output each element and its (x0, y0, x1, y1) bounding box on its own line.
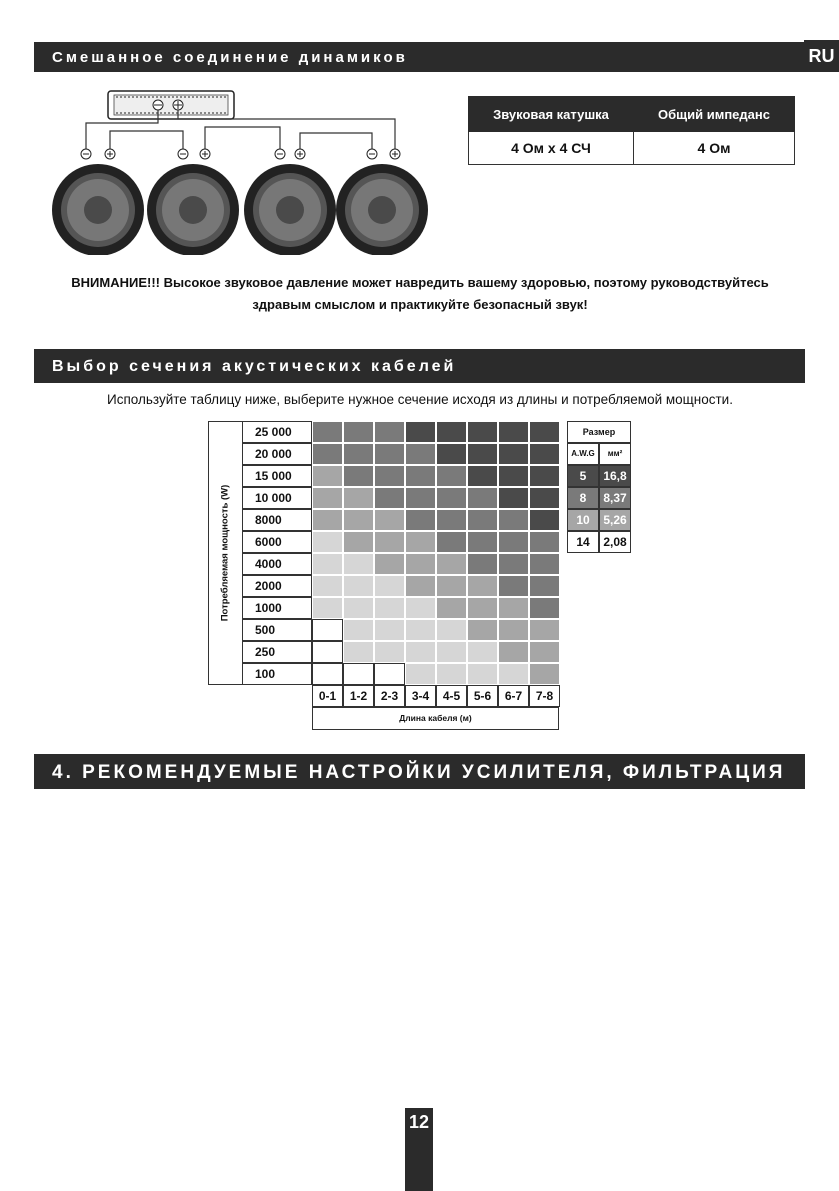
heatmap-cell (374, 509, 405, 531)
heatmap-cell (343, 575, 374, 597)
speaker-1-graphic (52, 149, 144, 255)
heatmap-cell (343, 465, 374, 487)
y-tick-label: 25 000 (242, 421, 312, 443)
heatmap-cell (436, 663, 467, 685)
section-header-amp-settings: 4. РЕКОМЕНДУЕМЫЕ НАСТРОЙКИ УСИЛИТЕЛЯ, ФИЛЬТРАЦИЯ (34, 754, 805, 789)
heatmap-cell (312, 443, 343, 465)
awg-value: 14 (567, 531, 599, 553)
section-header-mixed-connection: Смешанное соединение динамиков (34, 42, 805, 72)
heatmap-cell (405, 619, 436, 641)
heatmap-cell (343, 509, 374, 531)
heatmap-cell (374, 641, 405, 663)
heatmap-cell (529, 487, 560, 509)
heatmap-cell (343, 531, 374, 553)
heatmap-cell (343, 443, 374, 465)
heatmap-cell (374, 487, 405, 509)
x-tick-label: 7-8 (529, 685, 560, 707)
heatmap-cell (405, 443, 436, 465)
heatmap-cell (374, 443, 405, 465)
heatmap-cell (312, 465, 343, 487)
awg-value: 8 (567, 487, 599, 509)
heatmap-cell (374, 663, 405, 685)
x-tick-label: 0-1 (312, 685, 343, 707)
heatmap-cell (467, 487, 498, 509)
heatmap-cell (498, 619, 529, 641)
heatmap-cell (405, 487, 436, 509)
y-tick-label: 100 (242, 663, 312, 685)
heatmap-cell (436, 443, 467, 465)
heatmap-cell (405, 531, 436, 553)
heatmap-cell (498, 421, 529, 443)
heatmap-cell (374, 421, 405, 443)
heatmap-cell (312, 553, 343, 575)
mm2-value: 5,26 (599, 509, 631, 531)
impedance-header-coil: Звуковая катушка (469, 97, 634, 132)
heatmap-cell (405, 575, 436, 597)
heatmap-cell (312, 663, 343, 685)
awg-legend-row (567, 487, 631, 509)
heatmap-cell (405, 421, 436, 443)
awg-legend-row (567, 465, 631, 487)
mm2-value: 2,08 (599, 531, 631, 553)
heatmap-cell (405, 663, 436, 685)
heatmap-cell (498, 641, 529, 663)
heatmap-cell (343, 641, 374, 663)
language-badge: RU (804, 40, 839, 72)
heatmap-cell (312, 641, 343, 663)
heatmap-cell (529, 509, 560, 531)
section-header-cable-selection: Выбор сечения акустических кабелей (34, 349, 805, 383)
heatmap-cell (405, 509, 436, 531)
warning-line-1: ВНИМАНИЕ!!! Высокое звуковое давление может навредить вашему здоровью, поэтому руководствуйтесь (71, 275, 769, 290)
y-axis-label: Потребляемая мощность (W) (219, 484, 231, 622)
heatmap-cell (529, 663, 560, 685)
heatmap-cell (498, 553, 529, 575)
heatmap-cell (467, 641, 498, 663)
heatmap-cell (467, 553, 498, 575)
x-tick-label: 6-7 (498, 685, 529, 707)
heatmap-cell (498, 443, 529, 465)
y-tick-label: 20 000 (242, 443, 312, 465)
heatmap-cell (436, 553, 467, 575)
heatmap-cell (498, 487, 529, 509)
heatmap-cell (529, 531, 560, 553)
mm2-value: 16,8 (599, 465, 631, 487)
heatmap-cell (436, 465, 467, 487)
heatmap-cell (312, 531, 343, 553)
speaker-3-graphic (244, 149, 336, 255)
heatmap-cell (467, 443, 498, 465)
heatmap-cell (529, 553, 560, 575)
heatmap-cell (529, 641, 560, 663)
impedance-table (468, 96, 795, 165)
heatmap-cell (529, 443, 560, 465)
y-tick-label: 500 (242, 619, 312, 641)
awg-legend-title: Размер (567, 421, 631, 443)
heatmap-cell (374, 575, 405, 597)
heatmap-cell (343, 553, 374, 575)
heatmap-cell (498, 597, 529, 619)
heatmap-cell (467, 597, 498, 619)
heatmap-cell (436, 487, 467, 509)
heatmap-cell (343, 663, 374, 685)
warning-text (40, 272, 800, 316)
heatmap-cell (498, 509, 529, 531)
heatmap-cell (529, 597, 560, 619)
heatmap-cell (343, 619, 374, 641)
heatmap-cell (467, 663, 498, 685)
heatmap-cell (498, 465, 529, 487)
heatmap-cell (405, 553, 436, 575)
x-tick-label: 5-6 (467, 685, 498, 707)
heatmap-cell (436, 641, 467, 663)
page-number: 12 (405, 1108, 433, 1191)
wiring-diagram (50, 85, 440, 255)
heatmap-cell (374, 465, 405, 487)
heatmap-cell (405, 465, 436, 487)
y-tick-label: 2000 (242, 575, 312, 597)
impedance-cell-total: 4 Ом (634, 132, 795, 165)
heatmap-cell (467, 465, 498, 487)
x-axis-label: Длина кабеля (м) (312, 707, 559, 730)
heatmap-cell (312, 487, 343, 509)
amplifier-graphic (108, 91, 234, 119)
heatmap-cell (374, 619, 405, 641)
heatmap-cell (312, 597, 343, 619)
awg-legend (567, 421, 631, 553)
y-tick-label: 1000 (242, 597, 312, 619)
warning-line-2: здравым смыслом и практикуйте безопасный звук! (252, 297, 588, 312)
heatmap-cell (312, 509, 343, 531)
heatmap-cell (436, 531, 467, 553)
heatmap-cell (312, 421, 343, 443)
heatmap-cell (467, 575, 498, 597)
heatmap-cell (498, 663, 529, 685)
y-tick-label: 250 (242, 641, 312, 663)
speaker-2-graphic (147, 149, 239, 255)
heatmap-cell (343, 421, 374, 443)
x-tick-label: 4-5 (436, 685, 467, 707)
heatmap-cell (374, 553, 405, 575)
y-tick-label: 4000 (242, 553, 312, 575)
heatmap-cell (467, 619, 498, 641)
awg-value: 10 (567, 509, 599, 531)
heatmap-cell (436, 421, 467, 443)
y-tick-label: 15 000 (242, 465, 312, 487)
heatmap-cell (467, 421, 498, 443)
heatmap-cell (312, 575, 343, 597)
awg-value: 5 (567, 465, 599, 487)
heatmap-cell (374, 597, 405, 619)
impedance-cell-coil: 4 Ом x 4 СЧ (469, 132, 634, 165)
x-tick-label: 1-2 (343, 685, 374, 707)
heatmap-cell (498, 531, 529, 553)
heatmap-cell (529, 465, 560, 487)
awg-col-header: A.W.G (567, 443, 599, 465)
mm2-col-header: мм² (599, 443, 631, 465)
x-tick-label: 2-3 (374, 685, 405, 707)
heatmap-cell (343, 597, 374, 619)
heatmap-cell (436, 575, 467, 597)
heatmap-cell (343, 487, 374, 509)
heatmap-cell (436, 509, 467, 531)
impedance-header-total: Общий импеданс (634, 97, 795, 132)
y-tick-label: 8000 (242, 509, 312, 531)
heatmap-cell (529, 619, 560, 641)
awg-legend-header-row (567, 443, 631, 465)
speaker-4-graphic (336, 149, 428, 255)
awg-legend-row (567, 531, 631, 553)
y-tick-label: 10 000 (242, 487, 312, 509)
heatmap-cell (405, 597, 436, 619)
heatmap-cell (405, 641, 436, 663)
heatmap-cell (498, 575, 529, 597)
heatmap-cell (529, 421, 560, 443)
heatmap-cell (529, 575, 560, 597)
awg-legend-row (567, 509, 631, 531)
heatmap-cell (467, 509, 498, 531)
heatmap-cell (436, 619, 467, 641)
x-tick-label: 3-4 (405, 685, 436, 707)
intro-text: Используйте таблицу ниже, выберите нужное сечение исходя из длины и потребляемой мощности. (107, 392, 733, 407)
mm2-value: 8,37 (599, 487, 631, 509)
heatmap-cell (467, 531, 498, 553)
y-tick-label: 6000 (242, 531, 312, 553)
heatmap-cell (312, 619, 343, 641)
heatmap-cell (436, 597, 467, 619)
heatmap-cell (374, 531, 405, 553)
